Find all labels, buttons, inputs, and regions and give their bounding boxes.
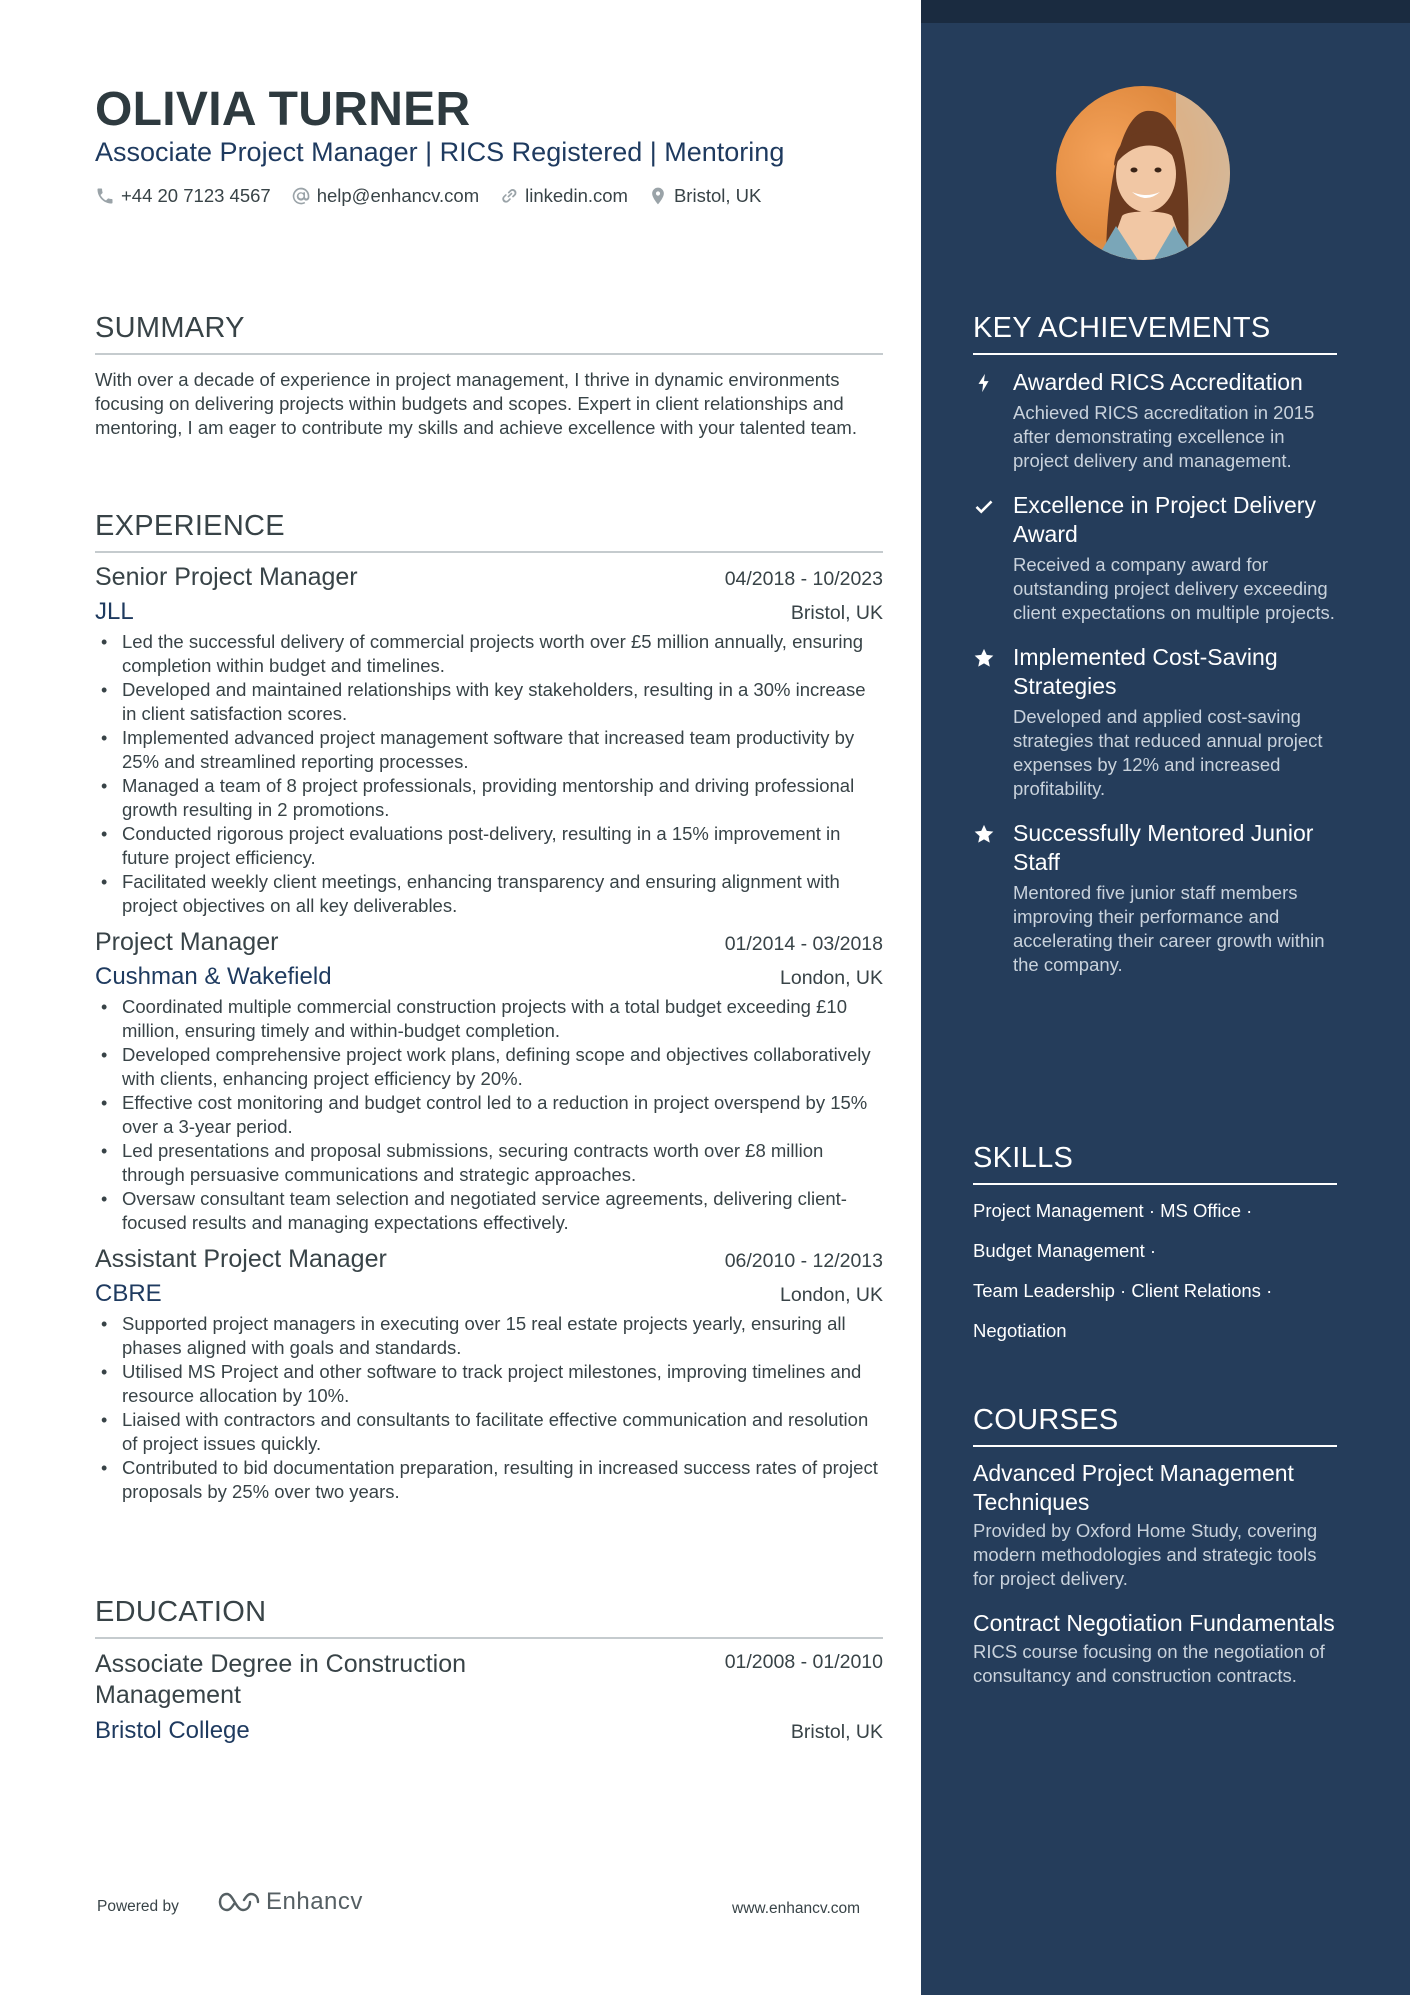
profile-photo [1056,86,1230,260]
contact-phone[interactable] [95,185,271,207]
enhancv-brand-text: Enhancv [266,1888,363,1915]
job-bullet: • Effective cost monitoring and budget control led to a reduction in project overspend by 15% over a 3-year period. [95,1091,883,1139]
job-entry [95,563,883,918]
job-dates: 06/2010 - 12/2013 [724,1250,883,1272]
skills-heading: SKILLS [973,1142,1074,1174]
job-dates: 04/2018 - 10/2023 [724,568,883,590]
achievement-title: Successfully Mentored Junior Staff [1013,820,1314,875]
course-item [973,1459,1337,1591]
footer-url[interactable]: www.enhancv.com [732,1900,861,1917]
contact-linkedin[interactable] [499,185,628,207]
skills-line: Negotiation [973,1320,1067,1341]
job-bullet: • Led the successful delivery of commercial projects worth over £5 million annually, ensuring completion within budget and timelines. [95,630,883,678]
job-company: Cushman & Wakefield [95,963,332,990]
candidate-headline: Associate Project Manager | RICS Registered | Mentoring [95,137,785,167]
check-icon [973,495,995,517]
course-desc: Provided by Oxford Home Study, covering modern methodologies and strategic tools for project delivery. [973,1520,1318,1589]
sidebar [921,0,1410,1995]
job-title: Senior Project Manager [95,563,358,591]
section-divider [973,1445,1337,1447]
job-bullet: • Conducted rigorous project evaluations post-delivery, resulting in a 15% improvement in future project efficiency. [95,822,883,870]
achievement-desc: Mentored five junior staff members improving their performance and accelerating their career growth within the company. [1013,882,1325,975]
contact-email[interactable] [291,185,479,207]
phone-text: +44 20 7123 4567 [121,185,271,206]
location-pin-icon [648,186,668,206]
job-bullet: • Managed a team of 8 project professionals, providing mentorship and driving professional growth resulting in 2 promotions. [95,774,883,822]
course-item [973,1609,1337,1688]
summary-section [95,312,883,440]
experience-heading: EXPERIENCE [95,510,285,542]
achievement-desc: Achieved RICS accreditation in 2015 after demonstrating excellence in project delivery and management. [1013,402,1315,471]
section-divider [95,551,883,553]
contact-bar [95,185,781,207]
course-title: Contract Negotiation Fundamentals [973,1610,1335,1636]
at-icon [291,186,311,206]
job-bullet: • Coordinated multiple commercial construction projects with a total budget exceeding £10 million, ensuring timely and within-budget completion. [95,995,883,1043]
location-text: Bristol, UK [673,185,762,206]
job-location: London, UK [780,967,883,989]
job-entry [95,1245,883,1504]
job-location: Bristol, UK [790,602,883,624]
achievement-desc: Received a company award for outstanding project delivery exceeding client expectations on multiple projects. [1013,554,1335,623]
job-bullet: • Facilitated weekly client meetings, enhancing transparency and ensuring alignment with project objectives on all key deliverables. [95,870,883,918]
job-bullet: • Implemented advanced project management software that increased team productivity by 25% and streamlined reporting processes. [95,726,883,774]
bolt-icon [973,372,995,394]
courses-section [973,1404,1337,1688]
job-bullet: • Developed and maintained relationships with key stakeholders, resulting in a 30% increase in client satisfaction scores. [95,678,883,726]
skills-list [973,1191,1337,1351]
job-bullet: • Contributed to bid documentation preparation, resulting in increased success rates of project proposals by 25% over two years. [95,1456,883,1504]
job-company: CBRE [95,1280,162,1307]
section-divider [95,353,883,355]
skills-line: Budget Management · [973,1240,1157,1261]
star-icon [973,647,995,669]
job-bullets [95,630,883,918]
experience-section [95,510,883,1504]
achievement-item [973,819,1337,977]
contact-location [648,185,761,207]
course-desc: RICS course focusing on the negotiation of consultancy and construction contracts. [973,1641,1325,1686]
job-dates: 01/2014 - 03/2018 [724,933,883,955]
profile-photo-image [1056,86,1230,260]
job-title: Project Manager [95,928,279,956]
achievement-title: Excellence in Project Delivery Award [1013,492,1316,547]
section-divider [973,1183,1337,1185]
job-location: London, UK [780,1284,883,1306]
job-bullet: • Supported project managers in executing over 15 real estate projects yearly, ensuring all phases aligned with goals and standards. [95,1312,883,1360]
job-bullet: • Liaised with contractors and consultants to facilitate effective communication and resolution of project issues quickly. [95,1408,883,1456]
section-divider [95,1637,883,1639]
courses-heading: COURSES [973,1404,1119,1436]
job-bullet: • Oversaw consultant team selection and negotiated service agreements, delivering client-focused results and managing expectations effectively. [95,1187,883,1235]
candidate-name: OLIVIA TURNER [95,83,471,136]
star-icon [973,823,995,845]
job-title: Assistant Project Manager [95,1245,387,1273]
summary-text: With over a decade of experience in project management, I thrive in dynamic environments focusing on delivering projects within budgets and scopes. Expert in client relationships and mentoring, I am eager to contribute my skills and achieve excellence with your talented team. [95,369,857,438]
achievement-item [973,491,1337,625]
powered-by-label: Powered by [97,1898,179,1915]
section-divider [973,353,1337,355]
job-bullets [95,995,883,1235]
education-dates: 01/2008 - 01/2010 [724,1651,883,1673]
phone-icon [95,186,115,206]
achievements-heading: KEY ACHIEVEMENTS [973,312,1271,344]
skills-line: Project Management · MS Office · [973,1200,1253,1221]
job-bullet: • Developed comprehensive project work plans, defining scope and objectives collaboratively with clients, enhancing project efficiency by 20%. [95,1043,883,1091]
achievement-desc: Developed and applied cost-saving strategies that reduced annual project expenses by 12% and increased profitability. [1013,706,1323,799]
sidebar-top-bar [921,0,1410,23]
achievement-item [973,368,1337,473]
email-text: help@enhancv.com [316,185,480,206]
achievement-item [973,643,1337,801]
job-company: JLL [95,598,134,625]
link-icon [499,186,519,206]
skills-section [973,1142,1337,1351]
education-degree: Associate Degree in Construction Management [95,1650,467,1709]
achievements-section [973,312,1337,977]
job-entry [95,928,883,1235]
achievement-title: Implemented Cost-Saving Strategies [1013,644,1278,699]
job-bullet: • Utilised MS Project and other software to track project milestones, improving timelines and resource allocation by 10%. [95,1360,883,1408]
enhancv-logo-icon [216,1889,262,1915]
enhancv-logo[interactable] [216,1888,363,1916]
linkedin-text: linkedin.com [525,185,628,206]
achievement-title: Awarded RICS Accreditation [1013,369,1303,395]
course-title: Advanced Project Management Techniques [973,1460,1294,1515]
job-bullets [95,1312,883,1504]
skills-line: Team Leadership · Client Relations · [973,1280,1273,1301]
education-heading: EDUCATION [95,1596,267,1628]
education-location: Bristol, UK [790,1721,883,1743]
summary-heading: SUMMARY [95,312,245,344]
education-school: Bristol College [95,1717,250,1744]
job-bullet: • Led presentations and proposal submissions, securing contracts worth over £8 million through persuasive communications and strategic approaches. [95,1139,883,1187]
education-section [95,1596,883,1745]
